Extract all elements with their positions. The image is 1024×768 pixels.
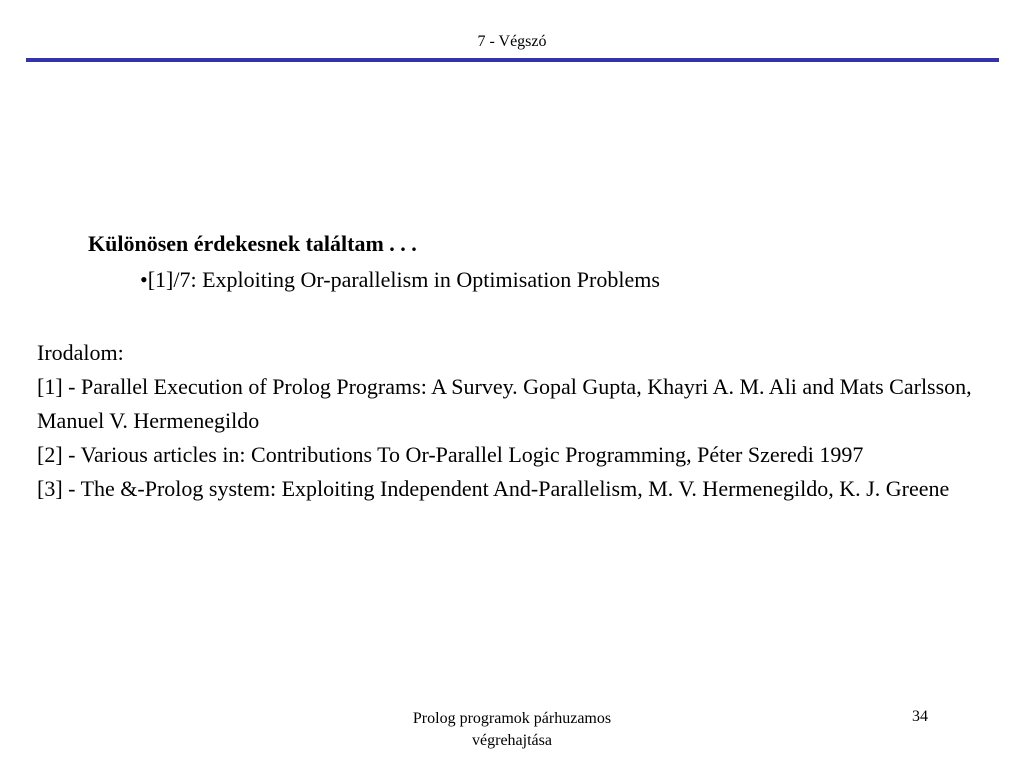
footer-title — [362, 708, 662, 752]
reference-item-1: [1] - Parallel Execution of Prolog Programs: A Survey. Gopal Gupta, Khayri A. M. Ali and Mats Carlsson, Manuel V. Hermenegildo — [37, 374, 972, 433]
slide-header-title: 7 - Végszó — [477, 33, 547, 50]
references-section — [37, 336, 987, 506]
references-heading: Irodalom: — [37, 340, 124, 365]
footer-title-line-2: végrehajtása — [472, 732, 552, 749]
footer-title-line-1: Prolog programok párhuzamos — [412, 710, 612, 727]
highlight-heading: Különösen érdekesnek találtam . . . — [88, 231, 417, 256]
header-divider — [26, 58, 999, 62]
page-number: 34 — [912, 708, 928, 725]
highlight-item: •[1]/7: Exploiting Or-parallelism in Optimisation Problems — [140, 267, 660, 292]
reference-item-2: [2] - Various articles in: Contributions To Or-Parallel Logic Programming, Péter Szeredi 1997 — [37, 442, 864, 467]
reference-item-3: [3] - The &-Prolog system: Exploiting Independent And-Parallelism, M. V. Hermenegildo, K. J. Greene — [37, 476, 950, 501]
